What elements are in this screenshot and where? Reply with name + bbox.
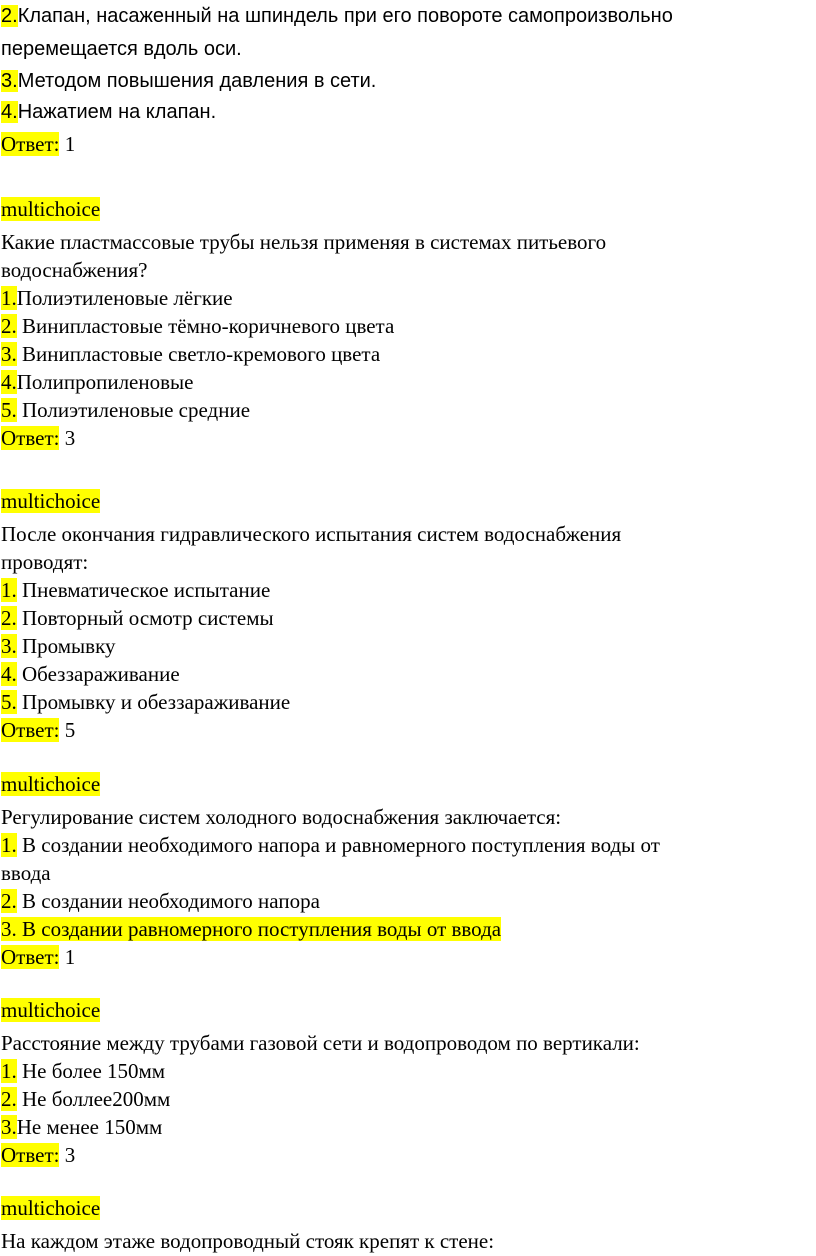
option-text: Клапан, насаженный на шпиндель при его повороте самопроизвольно [17,5,673,27]
option-number: 2. [1,889,17,913]
answer-value: 3 [59,1143,76,1167]
option-text: В создании необходимого напора [16,889,320,913]
answer-value: 1 [59,132,76,156]
option-text: Пневматическое испытание [16,578,271,602]
option-number: 3. [1,70,18,92]
question-text: Регулирование систем холодного водоснабжения заключается: [1,805,562,829]
option-text: Винипластовые тёмно-коричневого цвета [16,314,395,338]
option-number: 5. [1,690,17,714]
intro-answer [1,131,75,157]
option-text: Не менее 150мм [16,1115,163,1139]
answer [1,425,75,451]
question-type-tag: multichoice [1,772,101,796]
question-text-cont: проводят: [1,550,89,574]
option-2 [1,605,274,631]
option-number: 3. [1,634,17,658]
option-number: 3. [1,342,17,366]
option-text: Промывку и обеззараживание [16,690,291,714]
intro-option-4 [1,99,216,125]
option-number: 2. [1,5,18,27]
option-number: 3. [1,917,17,941]
option-1-cont [1,860,51,886]
option-text: ввода [1,861,51,885]
answer [1,944,75,970]
option-1 [1,285,233,311]
option-text: Промывку [16,634,116,658]
answer-label: Ответ: [1,718,60,742]
question-type-tag: multichoice [1,1196,101,1220]
option-text: перемещается вдоль оси. [1,38,242,60]
intro-option-2-cont [1,36,242,62]
answer-label: Ответ: [1,1143,60,1167]
option-3 [1,633,116,659]
question-text: На каждом этаже водопроводный стояк крепят к стене: [1,1229,495,1253]
option-number: 1. [1,833,17,857]
option-5 [1,689,290,715]
option-number: 4. [1,370,17,394]
option-text: Полиэтиленовые средние [16,398,251,422]
intro-option-3 [1,68,376,94]
option-text: В создании равномерного поступления воды от ввода [16,917,502,941]
answer-value: 1 [59,945,76,969]
answer-label: Ответ: [1,132,60,156]
option-1 [1,577,270,603]
answer-value: 5 [59,718,76,742]
option-text: Нажатием на клапан. [17,101,217,123]
option-2 [1,1086,170,1112]
answer-label: Ответ: [1,426,60,450]
option-number: 3. [1,1115,17,1139]
option-number: 4. [1,101,18,123]
answer [1,717,75,743]
option-number: 5. [1,398,17,422]
option-number: 4. [1,662,17,686]
option-3 [1,1114,162,1140]
option-number: 2. [1,1087,17,1111]
option-text: Методом повышения давления в сети. [17,70,377,92]
answer-label: Ответ: [1,945,60,969]
question-text-cont: водоснабжения? [1,258,148,282]
option-3 [1,341,380,367]
option-text: Не боллее200мм [16,1087,171,1111]
option-text: В создании необходимого напора и равномерного поступления воды от [16,833,660,857]
option-number: 1. [1,286,17,310]
option-text: Повторный осмотр системы [16,606,274,630]
answer [1,1142,75,1168]
option-5 [1,397,250,423]
question-type-tag: multichoice [1,489,101,513]
option-1 [1,832,660,858]
option-1 [1,1058,165,1084]
option-text: Обеззараживание [16,662,180,686]
option-3 [1,916,501,942]
option-2 [1,313,394,339]
option-number: 2. [1,314,17,338]
option-number: 1. [1,578,17,602]
intro-option-2 [1,3,673,29]
question-type-tag: multichoice [1,197,101,221]
question-text: Какие пластмассовые трубы нельзя применяя в системах питьевого [1,230,607,254]
option-4 [1,369,193,395]
option-text: Не более 150мм [16,1059,166,1083]
question-text: После окончания гидравлического испытания систем водоснабжения [1,522,622,546]
option-text: Полиэтиленовые лёгкие [16,286,233,310]
option-number: 1. [1,1059,17,1083]
answer-value: 3 [59,426,76,450]
option-text: Винипластовые светло-кремового цвета [16,342,381,366]
option-2 [1,888,320,914]
question-type-tag: multichoice [1,998,101,1022]
option-text: Полипропиленовые [16,370,194,394]
option-4 [1,661,180,687]
option-number: 2. [1,606,17,630]
question-text: Расстояние между трубами газовой сети и водопроводом по вертикали: [1,1031,640,1055]
